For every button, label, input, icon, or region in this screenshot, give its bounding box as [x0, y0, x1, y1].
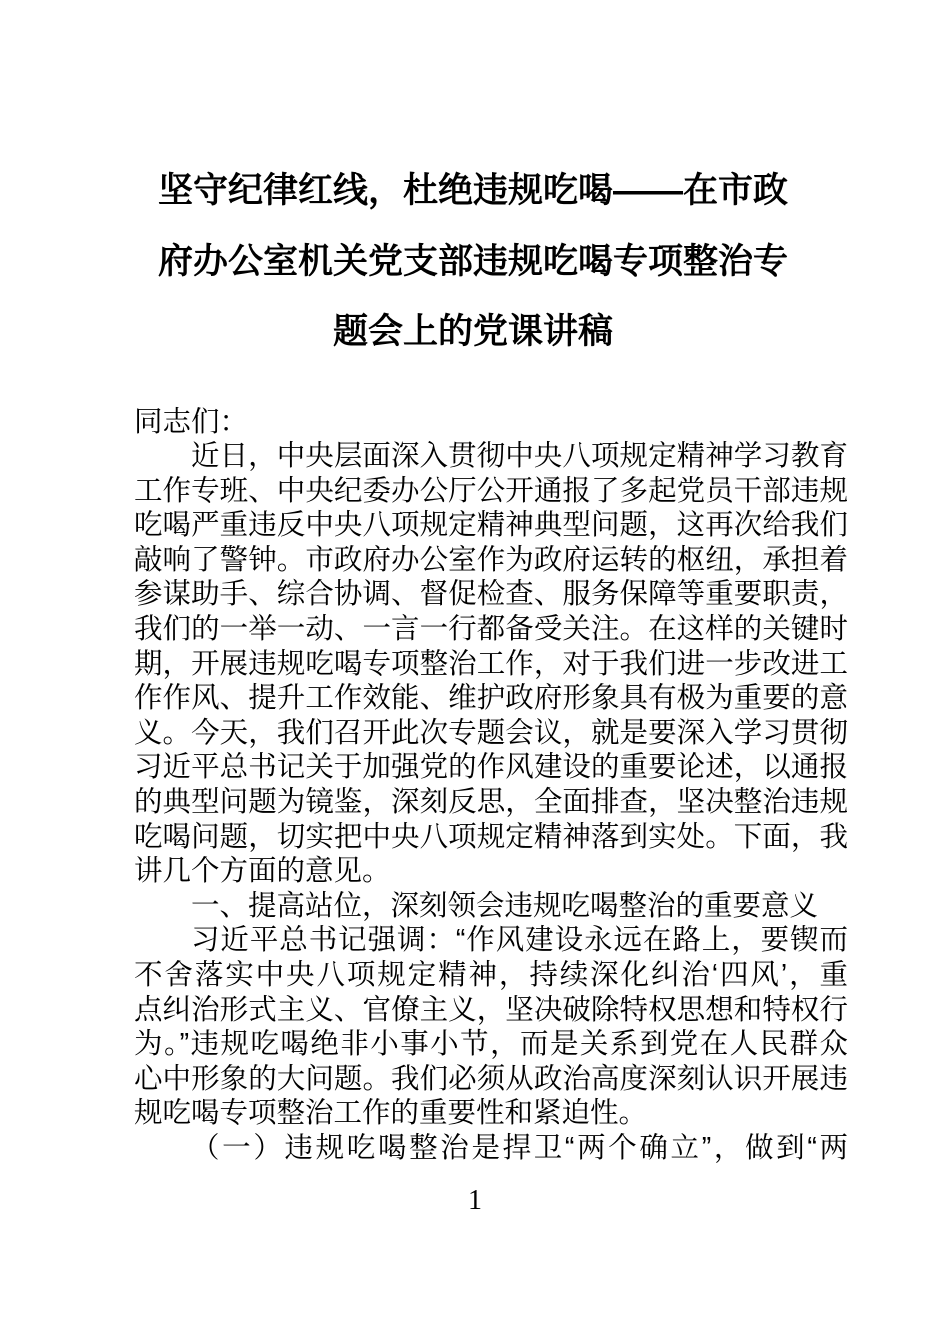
body-line: 义。今天，我们召开此次专题会议，就是要深入学习贯彻 — [134, 716, 848, 749]
subheading-paragraph — [134, 1131, 848, 1166]
body-line: 讲几个方面的意见。 — [134, 855, 391, 888]
title-line: 题会上的党课讲稿 — [332, 312, 613, 351]
body-line: 吃喝问题，切实把中央八项规定精神落到实处。下面，我 — [134, 820, 848, 853]
body-line: 点纠治形式主义、官僚主义，坚决破除特权思想和特权行 — [134, 993, 848, 1026]
body-line: 期，开展违规吃喝专项整治工作，对于我们进一步改进工 — [134, 647, 848, 680]
body-line: 不舍落实中央八项规定精神，持续深化纠治‘四风’，重 — [134, 959, 848, 991]
body-line: 习近平总书记强调：“作风建设永远在路上，要锲而 — [191, 924, 848, 957]
paragraph — [134, 439, 848, 889]
body-line: 心中形象的大问题。我们必须从政治高度深刻认识开展违 — [134, 1062, 848, 1095]
body-line: 参谋助手、综合协调、督促检查、服务保障等重要职责， — [134, 578, 848, 611]
body-line: 的典型问题为镜鉴，深刻反思，全面排查，坚决整治违规 — [134, 786, 848, 819]
body-line: 习近平总书记关于加强党的作风建设的重要论述，以通报 — [134, 751, 848, 784]
salutation-paragraph — [134, 405, 848, 440]
body-line: 敲响了警钟。市政府办公室作为政府运转的枢纽，承担着 — [134, 543, 848, 576]
body-line: 吃喝严重违反中央八项规定精神典型问题，这再次给我们 — [134, 509, 848, 542]
body-line: （一）违规吃喝整治是捍卫“两个确立”，做到“两 — [191, 1131, 848, 1164]
title-line: 府办公室机关党支部违规吃喝专项整治专 — [157, 241, 788, 281]
paragraph — [134, 923, 848, 1131]
body-line: 规吃喝专项整治工作的重要性和紧迫性。 — [134, 1097, 648, 1130]
title-line: 坚守纪律红线，杜绝违规吃喝——在市政 — [157, 171, 788, 210]
body-line: 近日，中央层面深入贯彻中央八项规定精神学习教育 — [191, 440, 848, 473]
document-body — [134, 405, 848, 1166]
body-line: 我们的一举一动、一言一行都备受关注。在这样的关键时 — [134, 613, 848, 646]
body-line: 同志们： — [134, 405, 249, 438]
body-line: 工作专班、中央纪委办公厅公开通报了多起党员干部违规 — [134, 474, 848, 507]
body-line: 为。”违规吃喝绝非小事小节，而是关系到党在人民群众 — [134, 1028, 848, 1061]
page-number: 1 — [468, 1185, 482, 1216]
body-line: 作作风、提升工作效能、维护政府形象具有极为重要的意 — [134, 682, 848, 715]
document-title — [116, 156, 830, 368]
heading-paragraph — [134, 889, 848, 924]
body-line: 一、提高站位，深刻领会违规吃喝整治的重要意义 — [191, 889, 819, 922]
